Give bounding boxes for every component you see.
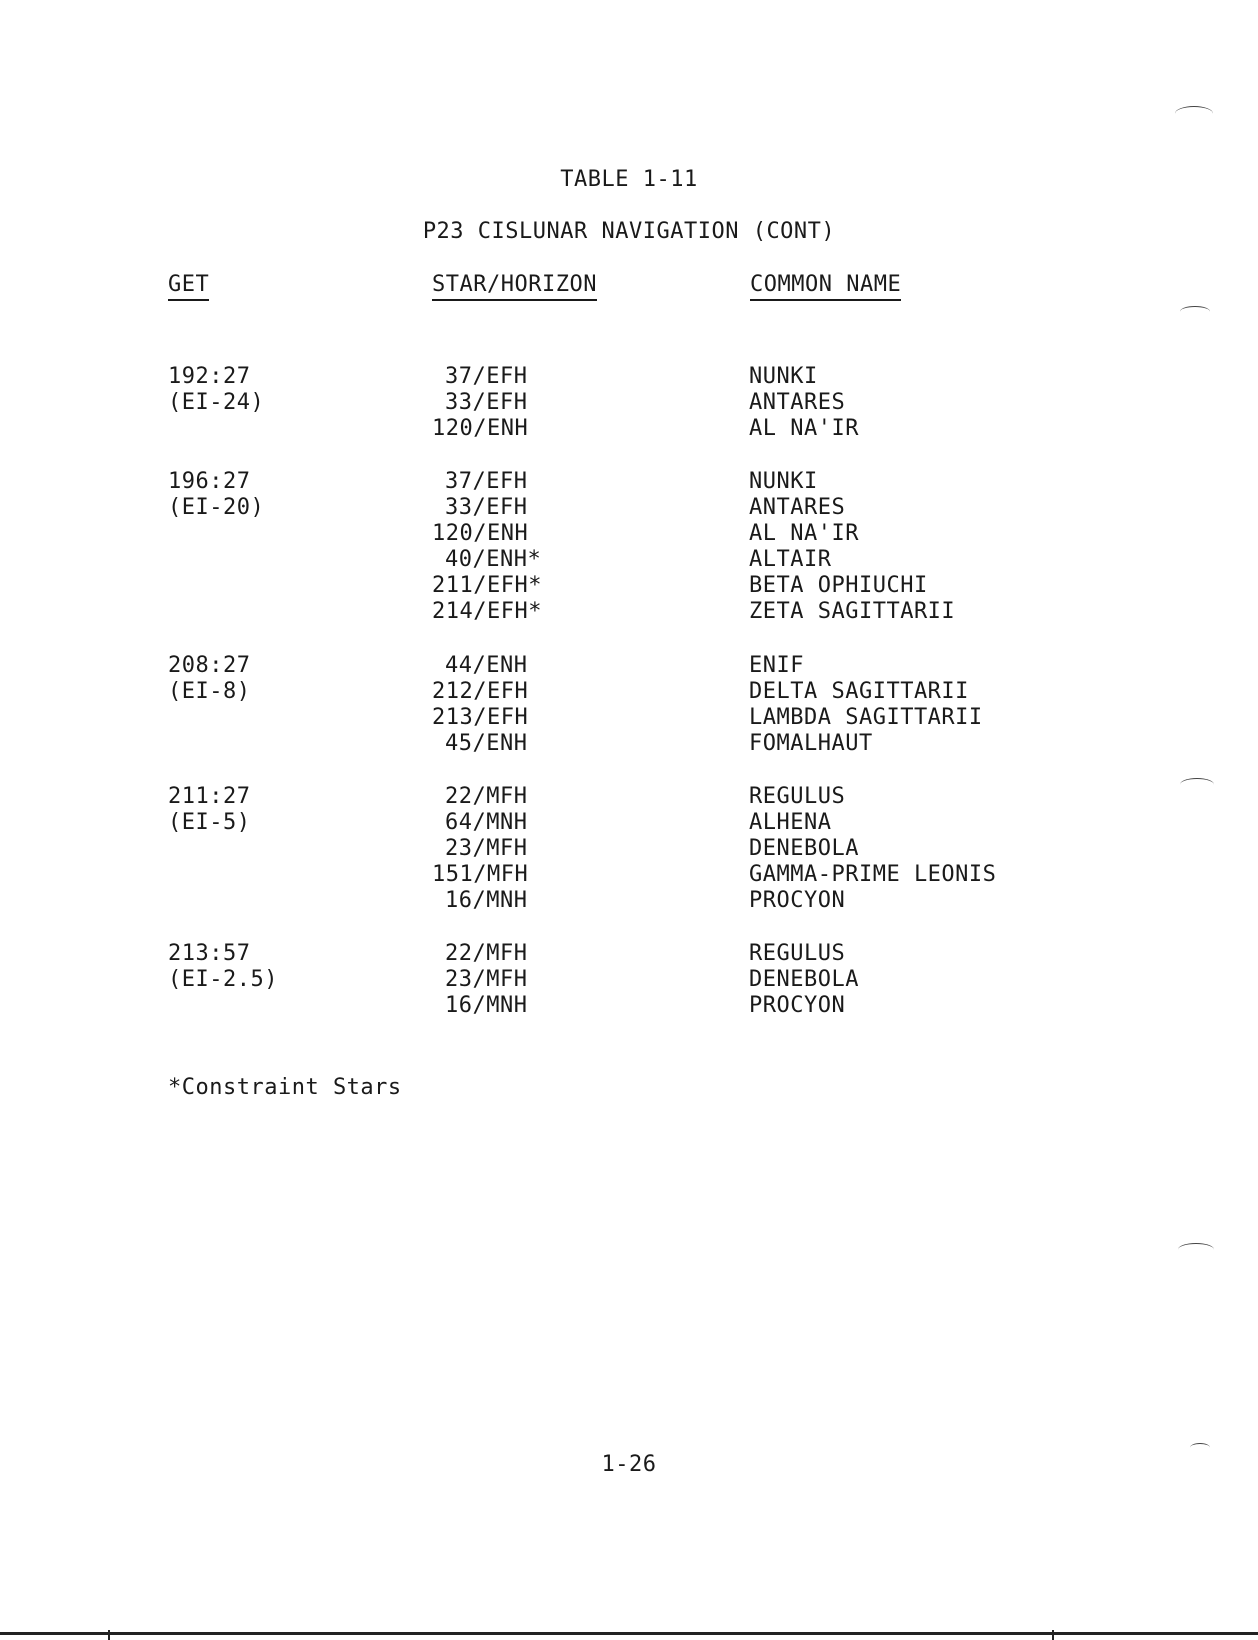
common-name-value: FOMALHAUT bbox=[749, 731, 873, 756]
star-horizon-value: 33/EFH bbox=[445, 495, 528, 520]
star-horizon-value: 22/MFH bbox=[445, 941, 528, 966]
common-name-cell bbox=[749, 469, 955, 625]
get-time: 196:27 bbox=[168, 469, 251, 494]
common-name-cell bbox=[749, 653, 983, 757]
star-horizon-value: 214/EFH* bbox=[432, 599, 542, 624]
column-header-star-horizon: STAR/HORIZON bbox=[432, 273, 597, 301]
star-horizon-value: 16/MNH bbox=[445, 993, 528, 1018]
bottom-edge-tick bbox=[108, 1630, 110, 1640]
star-horizon-value: 33/EFH bbox=[445, 390, 528, 415]
table-subtitle: P23 CISLUNAR NAVIGATION (CONT) bbox=[422, 219, 836, 244]
star-horizon-value: 22/MFH bbox=[445, 784, 528, 809]
star-horizon-cell bbox=[432, 364, 542, 442]
get-time: 208:27 bbox=[168, 653, 251, 678]
common-name-cell bbox=[749, 784, 996, 914]
star-horizon-value: 23/MFH bbox=[445, 836, 528, 861]
get-time-cell bbox=[168, 941, 278, 993]
common-name-value: REGULUS bbox=[749, 941, 846, 966]
scan-mark bbox=[1180, 306, 1210, 317]
common-name-value: ANTARES bbox=[749, 390, 846, 415]
star-horizon-value: 45/ENH bbox=[445, 731, 528, 756]
star-horizon-value: 211/EFH* bbox=[432, 573, 542, 598]
star-horizon-value: 212/EFH bbox=[432, 679, 529, 704]
common-name-value: PROCYON bbox=[749, 993, 846, 1018]
common-name-value: BETA OPHIUCHI bbox=[749, 573, 928, 598]
star-horizon-value: 37/EFH bbox=[445, 469, 528, 494]
common-name-value: REGULUS bbox=[749, 784, 846, 809]
entry-interface-offset: (EI-8) bbox=[168, 679, 251, 704]
bottom-edge-rule bbox=[0, 1632, 1258, 1635]
star-horizon-value: 23/MFH bbox=[445, 967, 528, 992]
column-header-get: GET bbox=[168, 273, 209, 301]
star-horizon-value: 120/ENH bbox=[432, 416, 529, 441]
table-title: TABLE 1-11 bbox=[560, 167, 698, 192]
common-name-value: NUNKI bbox=[749, 364, 818, 389]
star-horizon-value: 40/ENH* bbox=[445, 547, 542, 572]
star-horizon-value: 64/MNH bbox=[445, 810, 528, 835]
star-horizon-value: 37/EFH bbox=[445, 364, 528, 389]
common-name-value: LAMBDA SAGITTARII bbox=[749, 705, 983, 730]
star-horizon-value: 151/MFH bbox=[432, 862, 529, 887]
get-time-cell bbox=[168, 364, 264, 416]
common-name-value: ZETA SAGITTARII bbox=[749, 599, 956, 624]
entry-interface-offset: (EI-5) bbox=[168, 810, 251, 835]
star-horizon-value: 16/MNH bbox=[445, 888, 528, 913]
scan-mark bbox=[1190, 1443, 1210, 1452]
common-name-value: DENEBOLA bbox=[749, 836, 859, 861]
star-horizon-value: 44/ENH bbox=[445, 653, 528, 678]
entry-interface-offset: (EI-2.5) bbox=[168, 967, 278, 992]
get-time-cell bbox=[168, 653, 250, 705]
common-name-value: DELTA SAGITTARII bbox=[749, 679, 969, 704]
common-name-value: ALHENA bbox=[749, 810, 832, 835]
common-name-value: ALTAIR bbox=[749, 547, 832, 572]
entry-interface-offset: (EI-20) bbox=[168, 495, 265, 520]
common-name-value: ANTARES bbox=[749, 495, 846, 520]
common-name-value: DENEBOLA bbox=[749, 967, 859, 992]
star-horizon-cell bbox=[432, 469, 542, 625]
scan-mark bbox=[1175, 106, 1213, 121]
column-header-common-name: COMMON NAME bbox=[750, 273, 901, 301]
star-horizon-cell bbox=[432, 941, 542, 1019]
common-name-cell bbox=[749, 941, 859, 1019]
common-name-value: AL NA'IR bbox=[749, 521, 859, 546]
star-horizon-value: 213/EFH bbox=[432, 705, 529, 730]
common-name-value: AL NA'IR bbox=[749, 416, 859, 441]
common-name-value: NUNKI bbox=[749, 469, 818, 494]
scan-mark bbox=[1180, 778, 1214, 791]
common-name-value: PROCYON bbox=[749, 888, 846, 913]
entry-interface-offset: (EI-24) bbox=[168, 390, 265, 415]
get-time-cell bbox=[168, 784, 250, 836]
get-time: 213:57 bbox=[168, 941, 251, 966]
star-horizon-cell bbox=[432, 653, 542, 757]
common-name-cell bbox=[749, 364, 859, 442]
get-time-cell bbox=[168, 469, 264, 521]
footnote: *Constraint Stars bbox=[168, 1075, 402, 1100]
common-name-value: GAMMA-PRIME LEONIS bbox=[749, 862, 997, 887]
scan-mark bbox=[1178, 1243, 1214, 1256]
star-horizon-value: 120/ENH bbox=[432, 521, 529, 546]
get-time: 211:27 bbox=[168, 784, 251, 809]
common-name-value: ENIF bbox=[749, 653, 804, 678]
bottom-edge-tick bbox=[1052, 1630, 1054, 1640]
page-number: 1-26 bbox=[601, 1452, 657, 1477]
star-horizon-cell bbox=[432, 784, 542, 914]
get-time: 192:27 bbox=[168, 364, 251, 389]
